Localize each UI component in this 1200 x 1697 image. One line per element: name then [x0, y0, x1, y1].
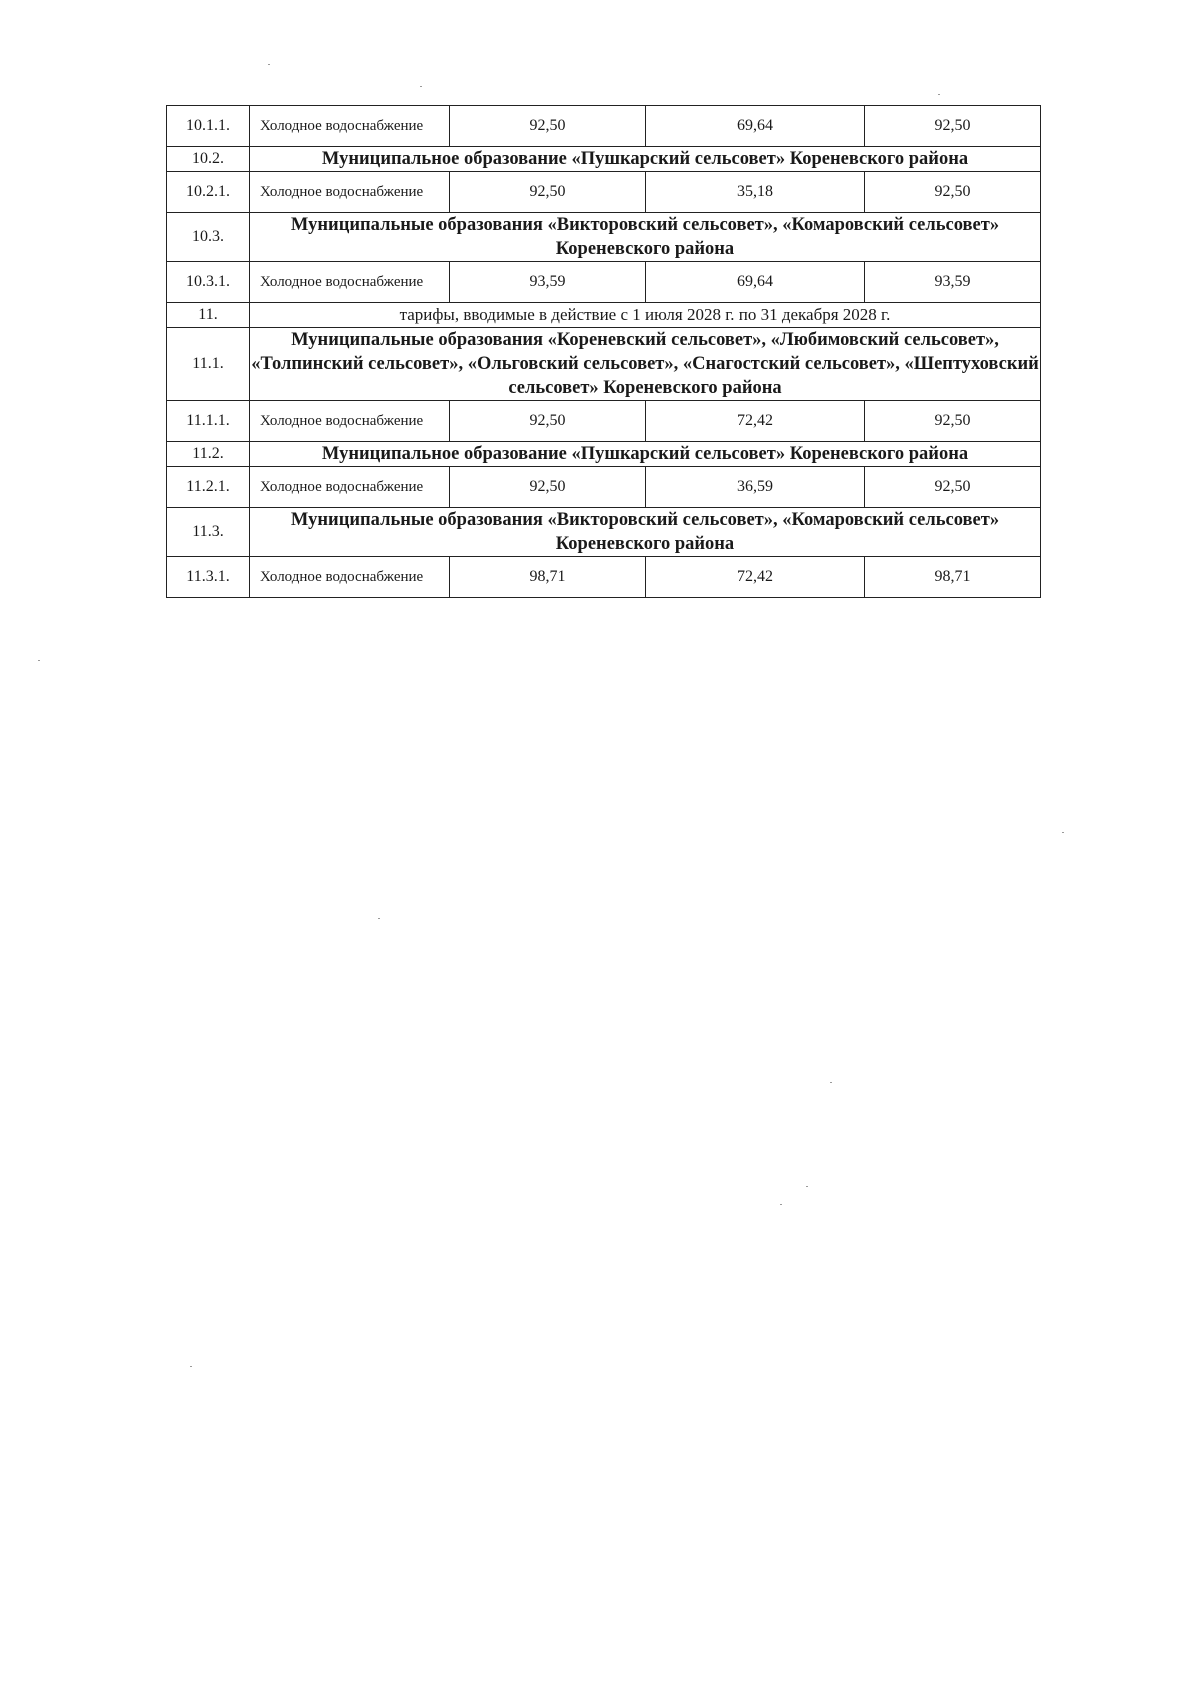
section-number: 10.2. [167, 147, 250, 172]
tariff-value-2: 69,64 [646, 106, 865, 147]
tariff-value-3: 92,50 [865, 401, 1041, 442]
row-number: 11.1.1. [167, 401, 250, 442]
section-row [167, 213, 1041, 262]
section-number: 11. [167, 303, 250, 328]
row-number: 11.2.1. [167, 467, 250, 508]
row-number: 10.1.1. [167, 106, 250, 147]
section-number: 11.3. [167, 508, 250, 557]
section-row [167, 442, 1041, 467]
row-number: 10.3.1. [167, 262, 250, 303]
tariff-value-1: 98,71 [450, 557, 646, 598]
tariff-value-2: 72,42 [646, 401, 865, 442]
tariff-value-1: 92,50 [450, 467, 646, 508]
tariff-value-2: 36,59 [646, 467, 865, 508]
tariff-table [166, 105, 1041, 598]
tariff-value-3: 92,50 [865, 467, 1041, 508]
tariff-value-3: 92,50 [865, 172, 1041, 213]
section-number: 10.3. [167, 213, 250, 262]
service-name: Холодное водоснабжение [250, 106, 450, 147]
tariff-value-3: 92,50 [865, 106, 1041, 147]
section-number: 11.2. [167, 442, 250, 467]
section-row [167, 303, 1041, 328]
tariff-value-2: 69,64 [646, 262, 865, 303]
row-number: 10.2.1. [167, 172, 250, 213]
service-name: Холодное водоснабжение [250, 172, 450, 213]
service-name: Холодное водоснабжение [250, 262, 450, 303]
table-row [167, 262, 1041, 303]
section-heading: тарифы, вводимые в действие с 1 июля 2028 г. по 31 декабря 2028 г. [250, 303, 1041, 328]
table-row [167, 106, 1041, 147]
tariff-value-1: 93,59 [450, 262, 646, 303]
tariff-value-3: 98,71 [865, 557, 1041, 598]
section-row [167, 508, 1041, 557]
section-row [167, 328, 1041, 401]
tariff-value-1: 92,50 [450, 401, 646, 442]
tariff-value-3: 93,59 [865, 262, 1041, 303]
section-number: 11.1. [167, 328, 250, 401]
table-row [167, 401, 1041, 442]
service-name: Холодное водоснабжение [250, 557, 450, 598]
section-row [167, 147, 1041, 172]
section-heading: Муниципальное образование «Пушкарский сельсовет» Кореневского района [250, 147, 1041, 172]
section-heading: Муниципальные образования «Кореневский сельсовет», «Любимовский сельсовет», «Толпинский сельсовет», «Ольговский сельсовет», «Снагостский сельсовет», «Шептуховский сельсовет» Кореневского района [250, 328, 1041, 401]
tariff-value-2: 72,42 [646, 557, 865, 598]
tariff-value-2: 35,18 [646, 172, 865, 213]
table-row [167, 557, 1041, 598]
tariff-value-1: 92,50 [450, 172, 646, 213]
service-name: Холодное водоснабжение [250, 467, 450, 508]
table-row [167, 172, 1041, 213]
service-name: Холодное водоснабжение [250, 401, 450, 442]
tariff-value-1: 92,50 [450, 106, 646, 147]
section-heading: Муниципальные образования «Викторовский сельсовет», «Комаровский сельсовет» Кореневского района [250, 508, 1041, 557]
section-heading: Муниципальное образование «Пушкарский сельсовет» Кореневского района [250, 442, 1041, 467]
table-row [167, 467, 1041, 508]
row-number: 11.3.1. [167, 557, 250, 598]
section-heading: Муниципальные образования «Викторовский сельсовет», «Комаровский сельсовет» Кореневского района [250, 213, 1041, 262]
